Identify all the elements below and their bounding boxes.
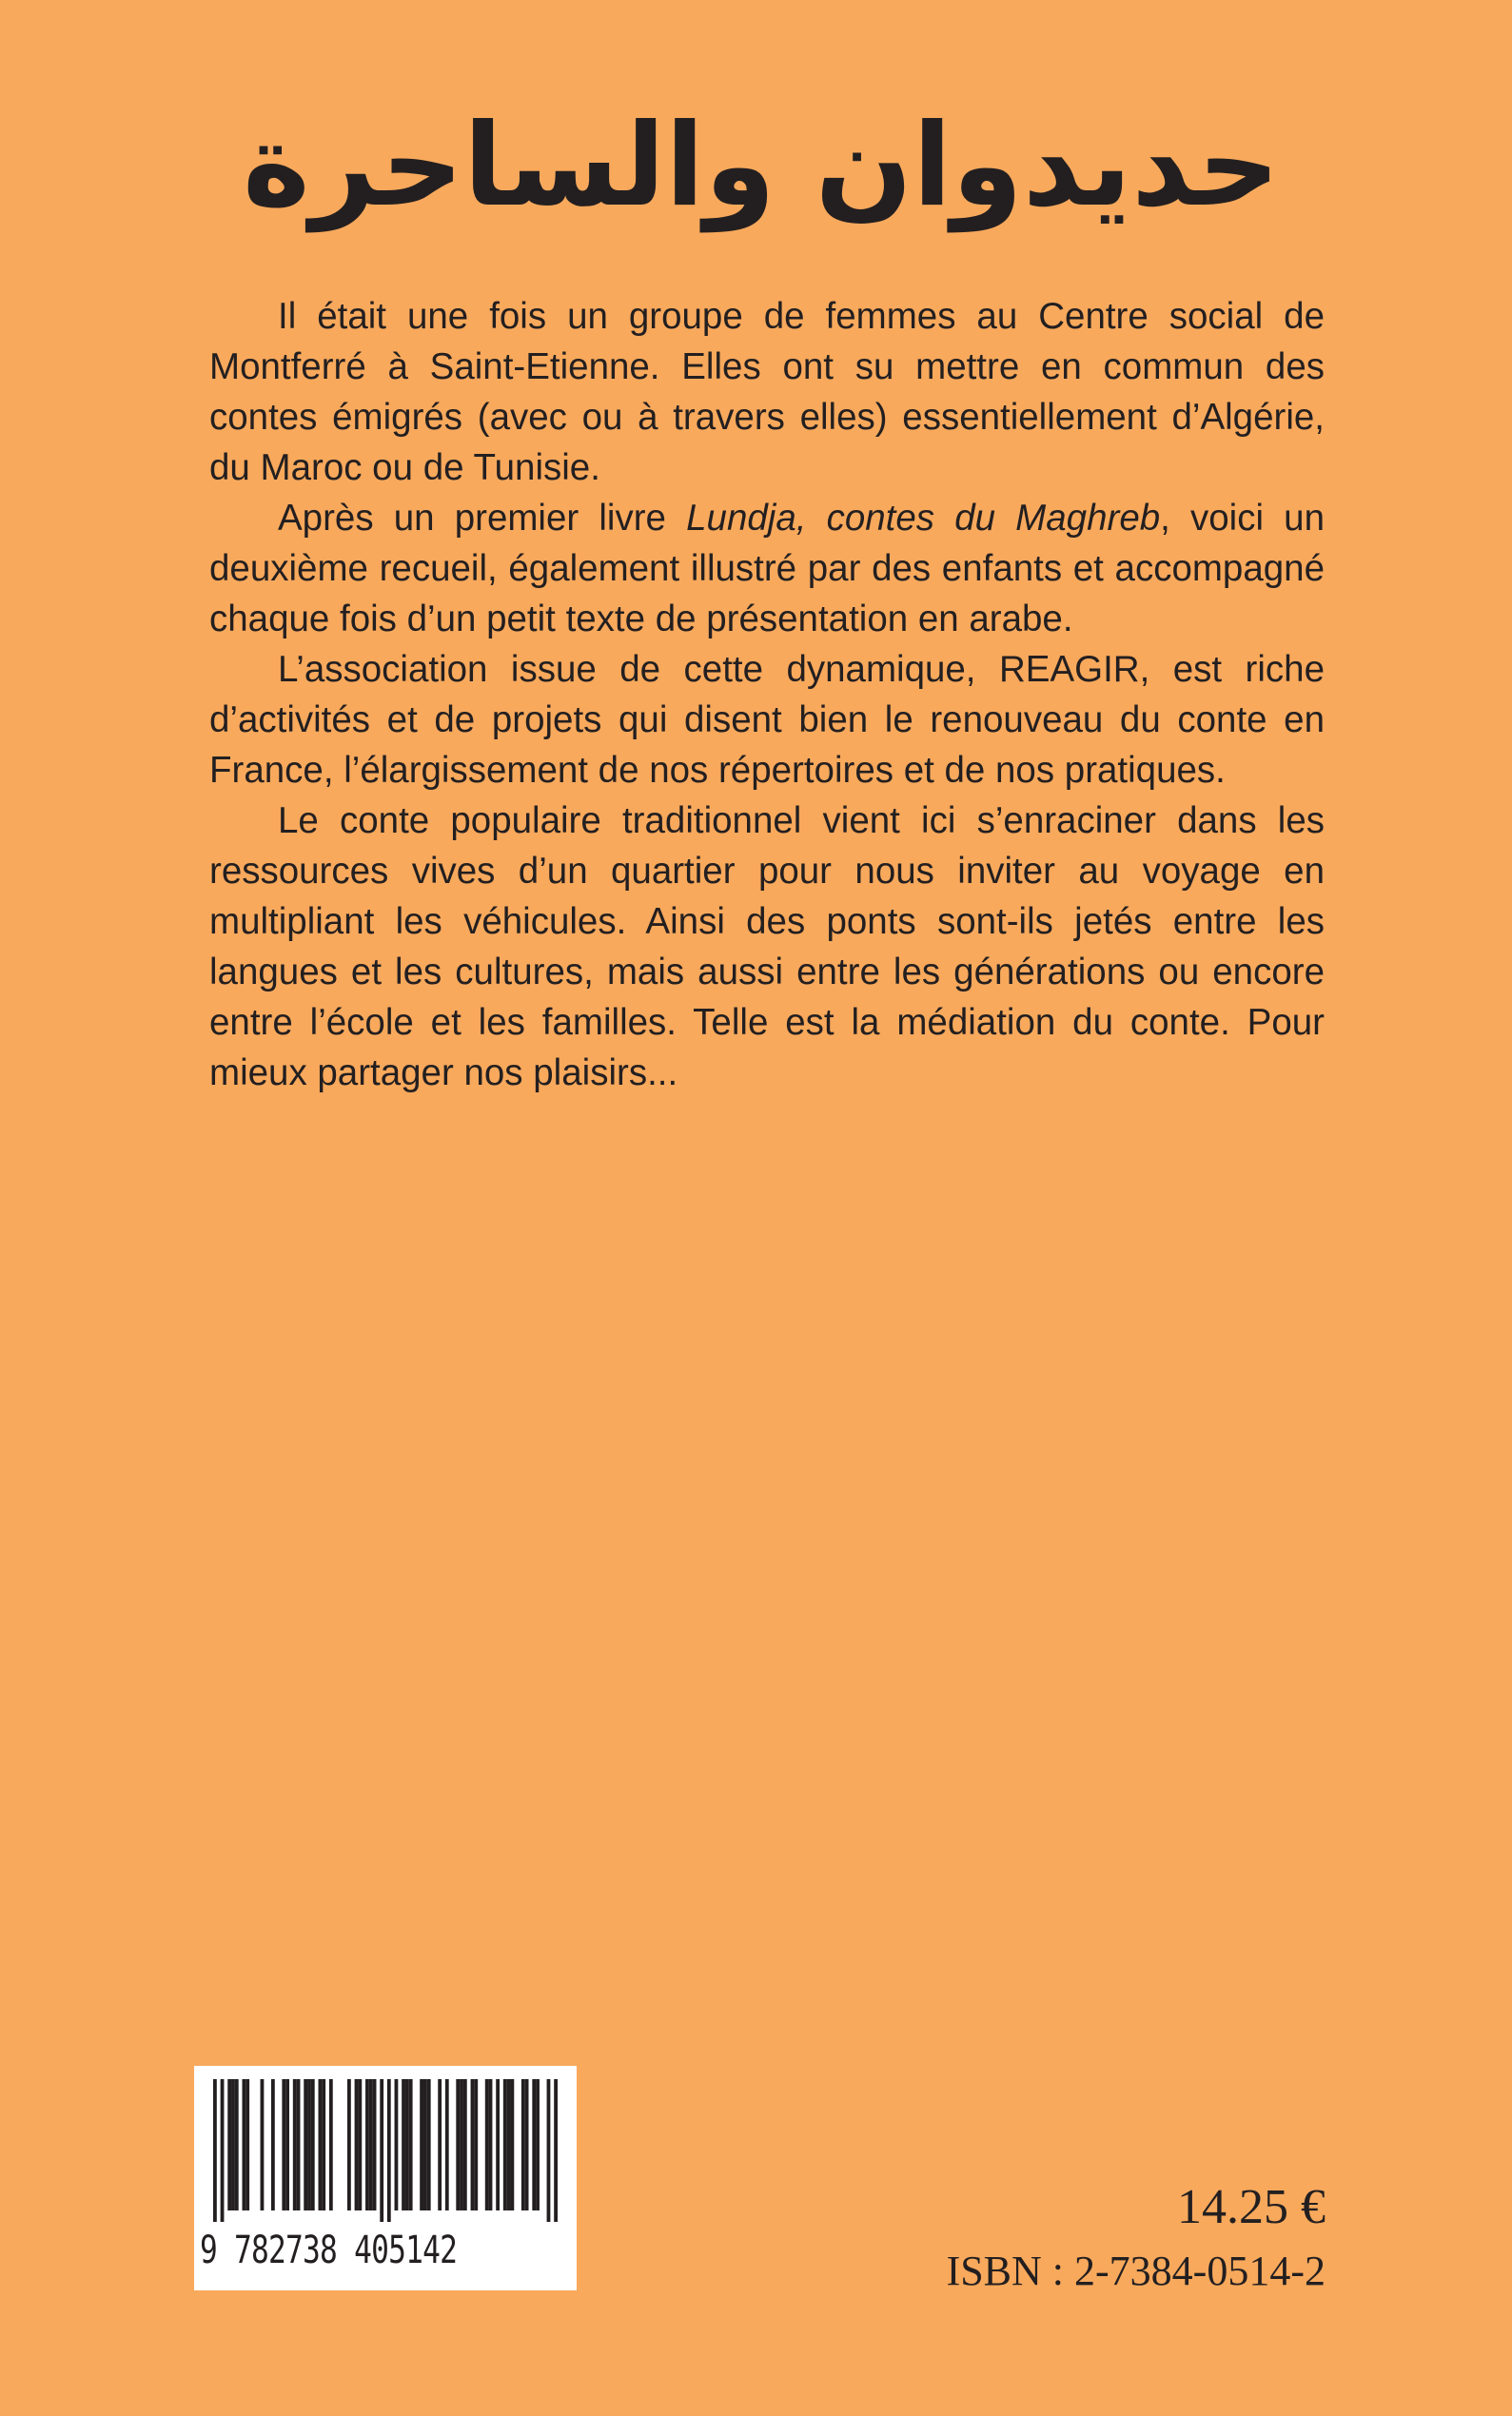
barcode-bar bbox=[525, 2079, 529, 2210]
paragraph-1: Il était une fois un groupe de femmes au Centre social de Montferré à Saint-Etienne. Elles ont su mettre en commun des contes émigrés (avec ou à travers elles) essentiellement d’Algérie, du Maroc ou de Tunisie. bbox=[209, 296, 1325, 488]
barcode-bar bbox=[503, 2079, 507, 2210]
paragraph-4: Le conte populaire traditionnel vient ici s’enraciner dans les ressources vives d’un quartier pour nous inviter au voyage en multipliant les véhicules. Ainsi des ponts sont-ils jetés entre les langues et les cultures, mais aussi entre les générations ou encore entre l’école et les familles. Telle est la médiation du conte. Pour mieux partager nos plaisirs... bbox=[209, 800, 1325, 1093]
barcode-bar bbox=[471, 2079, 475, 2210]
barcode-bar bbox=[231, 2079, 235, 2210]
barcode-bar bbox=[445, 2079, 449, 2210]
barcode-bar bbox=[261, 2079, 265, 2210]
barcode-bar bbox=[427, 2079, 431, 2210]
barcode-bar bbox=[460, 2079, 463, 2210]
barcode-bar bbox=[373, 2079, 377, 2210]
barcode-bar bbox=[510, 2079, 514, 2210]
paragraph-3: L’association issue de cette dynamique, REAGIR, est riche d’activités et de projets qui disent bien le renouveau du conte en France, l’élargissement de nos répertoires et de nos pratiques. bbox=[209, 649, 1325, 791]
barcode-bar bbox=[311, 2079, 315, 2210]
barcode-bar bbox=[221, 2079, 225, 2222]
barcode-bar bbox=[245, 2079, 249, 2210]
barcode-bar bbox=[235, 2079, 239, 2210]
barcode-bar bbox=[456, 2079, 460, 2210]
barcode-bar bbox=[496, 2079, 500, 2210]
barcode-bar bbox=[347, 2079, 351, 2210]
barcode-bar bbox=[554, 2079, 558, 2222]
barcode-bar bbox=[438, 2079, 442, 2210]
barcode-bar bbox=[507, 2079, 511, 2210]
barcode-bar bbox=[489, 2079, 493, 2210]
barcode-bar bbox=[365, 2079, 369, 2210]
barcode-bar bbox=[532, 2079, 536, 2210]
barcode-bar bbox=[329, 2079, 333, 2210]
barcode-bar bbox=[474, 2079, 478, 2210]
barcode-bar bbox=[297, 2079, 301, 2210]
barcode-bar bbox=[536, 2079, 540, 2210]
price: 14.25 € bbox=[1177, 2180, 1325, 2234]
barcode-digits bbox=[200, 2228, 489, 2273]
barcode-bar bbox=[358, 2079, 362, 2210]
barcode-digits-left: 782738 bbox=[234, 2229, 338, 2272]
barcode-bar bbox=[282, 2079, 285, 2210]
barcode-bar bbox=[227, 2079, 231, 2210]
paragraph-2-start: Après un premier livre bbox=[278, 498, 687, 539]
barcode-bars bbox=[213, 2079, 558, 2222]
barcode bbox=[194, 2066, 577, 2290]
barcode-bar bbox=[271, 2079, 275, 2210]
barcode-bar bbox=[395, 2079, 399, 2210]
barcode-bar bbox=[402, 2079, 405, 2210]
barcode-digits-right: 405142 bbox=[354, 2229, 458, 2272]
barcode-bar bbox=[547, 2079, 551, 2222]
barcode-bar bbox=[319, 2079, 323, 2210]
barcode-bar bbox=[387, 2079, 391, 2222]
barcode-bar bbox=[463, 2079, 467, 2210]
back-cover-text bbox=[209, 291, 1325, 1098]
arabic-title: حديدوان والساحرة bbox=[242, 100, 1281, 232]
barcode-bar bbox=[355, 2079, 359, 2210]
paragraph-2 bbox=[209, 493, 1325, 644]
paragraph-2-end: , voici un deuxième recueil, également illustré par des enfants et accompagné chaque fois d’un petit texte de présentation en arabe. bbox=[209, 498, 1325, 639]
barcode-bar bbox=[423, 2079, 427, 2210]
barcode-bar bbox=[380, 2079, 383, 2222]
barcode-bar bbox=[420, 2079, 423, 2210]
barcode-bar bbox=[322, 2079, 325, 2210]
book-title-italic: Lundja, contes du Maghreb bbox=[686, 498, 1161, 539]
barcode-bar bbox=[485, 2079, 489, 2210]
isbn: ISBN : 2-7384-0514-2 bbox=[946, 2248, 1325, 2294]
barcode-bar bbox=[304, 2079, 307, 2210]
barcode-bar bbox=[369, 2079, 373, 2210]
barcode-bar bbox=[307, 2079, 311, 2210]
barcode-bar bbox=[405, 2079, 409, 2210]
barcode-bar bbox=[409, 2079, 413, 2210]
barcode-bar bbox=[521, 2079, 525, 2210]
barcode-bar bbox=[242, 2079, 245, 2210]
barcode-bar bbox=[285, 2079, 289, 2210]
barcode-bar bbox=[293, 2079, 297, 2210]
barcode-digit-first: 9 bbox=[200, 2229, 218, 2272]
barcode-bar bbox=[213, 2079, 217, 2222]
